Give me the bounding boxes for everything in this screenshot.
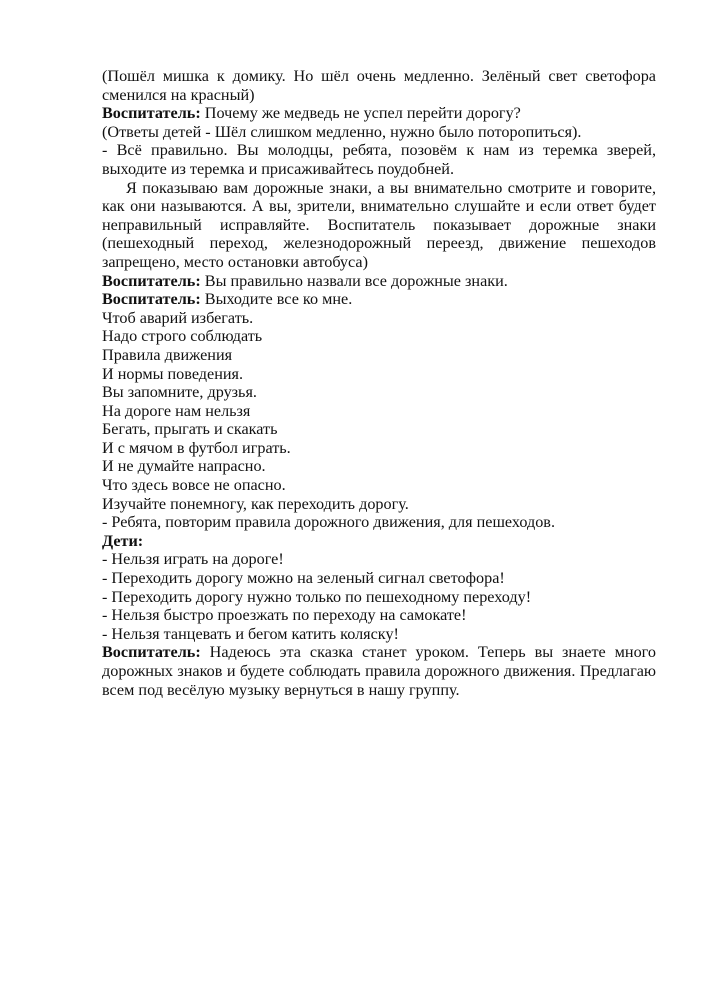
children-label: Дети: — [102, 531, 144, 550]
children-answers — [102, 550, 656, 643]
poem-line: И не думайте напрасно. — [102, 457, 266, 476]
paragraph-text: Я показываю вам дорожные знаки, а вы внимательно смотрите и говорите, как они называются. А вы, зрители, внимательно слушайте и если ответ будет неправильный исправляйте. Воспитатель показывает дорожные знаки (пешеходный переход, железнодорожный переезд, движение пешеходов запрещено, место остановки автобуса) — [102, 178, 656, 271]
speaker-label: Воспитатель: — [102, 104, 201, 123]
poem-line: И с мячом в футбол играть. — [102, 438, 291, 457]
child-answer: - Переходить дорогу можно на зеленый сигнал светофора! — [102, 569, 505, 588]
poem-line: Вы запомните, друзья. — [102, 383, 257, 402]
poem-line: Правила движения — [102, 345, 233, 364]
dialogue-paragraph — [102, 141, 656, 178]
speaker-label: Воспитатель: — [102, 271, 201, 290]
poem-line: Чтоб аварий избегать. — [102, 308, 254, 327]
paragraph-text: (Ответы детей - Шёл слишком медленно, нужно было поторопиться). — [102, 122, 582, 141]
narration-paragraph — [102, 67, 656, 104]
document-page — [102, 67, 656, 699]
child-answer: - Нельзя играть на дороге! — [102, 550, 284, 569]
paragraph-text: - Всё правильно. Вы молодцы, ребята, позовём к нам из теремка зверей, выходите из теремка и присаживайтесь поудобней. — [102, 141, 656, 178]
dialogue-line — [102, 104, 656, 123]
poem-line: Бегать, прыгать и скакать — [102, 420, 278, 439]
child-answer: - Нельзя быстро проезжать по переходу на самокате! — [102, 606, 467, 625]
dialogue-line — [102, 290, 656, 309]
poem-line: Что здесь вовсе не опасно. — [102, 476, 286, 495]
dialogue-text: Выходите все ко мне. — [200, 290, 353, 309]
poem-line: На дороге нам нельзя — [102, 401, 251, 420]
dialogue-line — [102, 272, 656, 291]
dialogue-text: Почему же медведь не успел перейти дорогу? — [200, 104, 521, 123]
dialogue-line: - Ребята, повторим правила дорожного движения, для пешеходов. — [102, 513, 556, 532]
poem-line: Надо строго соблюдать — [102, 327, 263, 346]
closing-paragraph — [102, 643, 656, 699]
paragraph-text: (Пошёл мишка к домику. Но шёл очень медленно. Зелёный свет светофора сменился на красный) — [102, 67, 656, 104]
child-answer: - Нельзя танцевать и бегом катить коляску! — [102, 624, 399, 643]
speaker-label: Воспитатель: — [102, 643, 201, 662]
dialogue-text: Вы правильно назвали все дорожные знаки. — [200, 271, 508, 290]
speaker-label: Воспитатель: — [102, 290, 201, 309]
poem-line: И нормы поведения. — [102, 364, 244, 383]
poem — [102, 309, 656, 514]
narration-paragraph — [102, 179, 656, 272]
poem-line: Изучайте понемногу, как переходить дорогу. — [102, 494, 409, 513]
narration-paragraph — [102, 123, 656, 142]
child-answer: - Переходить дорогу нужно только по пешеходному переходу! — [102, 587, 532, 606]
dialogue-text: Надеюсь эта сказка станет уроком. Теперь вы знаете много дорожных знаков и будете соблюдать правила дорожного движения. Предлагаю всем под весёлую музыку вернуться в нашу группу. — [102, 643, 656, 699]
